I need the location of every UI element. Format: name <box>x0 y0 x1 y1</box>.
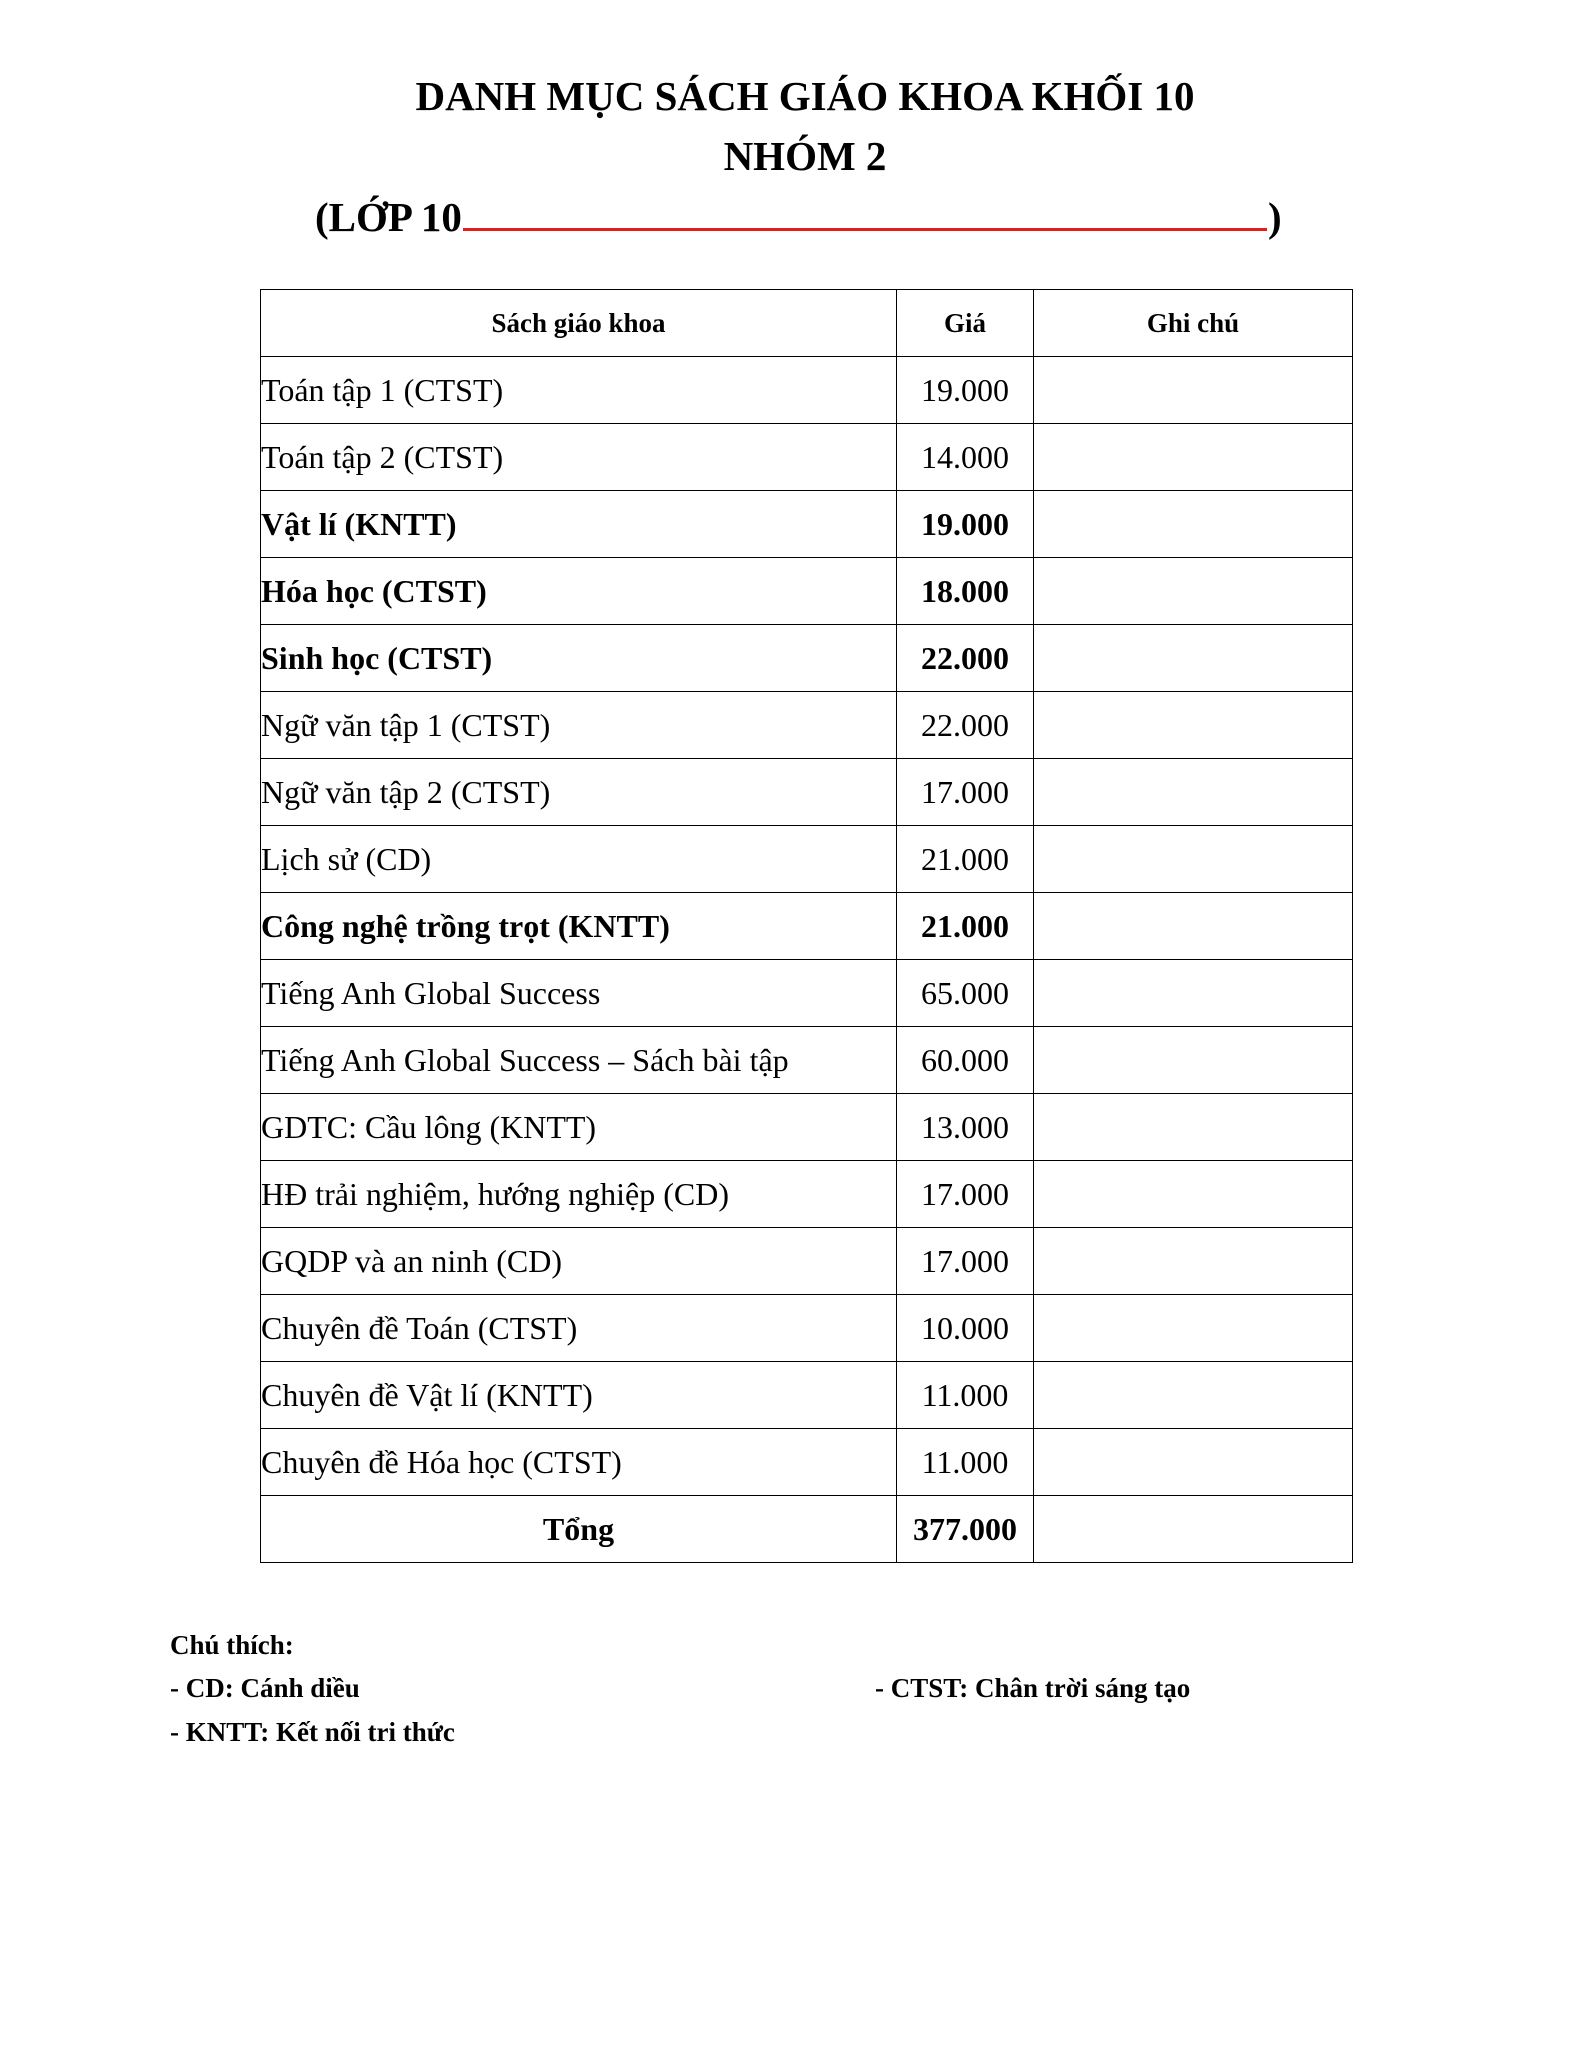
total-label: Tổng <box>261 1496 897 1563</box>
price-cell: 21.000 <box>897 893 1034 960</box>
price-cell: 11.000 <box>897 1362 1034 1429</box>
table-body <box>261 357 1353 1563</box>
book-cell: Vật lí (KNTT) <box>261 491 897 558</box>
book-cell: Tiếng Anh Global Success <box>261 960 897 1027</box>
note-cell <box>1034 692 1353 759</box>
table-row <box>261 1094 1353 1161</box>
document-subtitle: NHÓM 2 <box>723 133 887 179</box>
total-row <box>261 1496 1353 1563</box>
note-cell <box>1034 960 1353 1027</box>
class-prefix: (LỚP 10 <box>315 194 462 240</box>
table-row <box>261 1228 1353 1295</box>
book-cell: Toán tập 2 (CTST) <box>261 424 897 491</box>
note-cell <box>1034 1362 1353 1429</box>
note-cell <box>1034 1295 1353 1362</box>
price-cell: 17.000 <box>897 1161 1034 1228</box>
price-cell: 22.000 <box>897 692 1034 759</box>
header-book: Sách giáo khoa <box>261 290 897 357</box>
table-row <box>261 1429 1353 1496</box>
notes-title: Chú thích: <box>170 1630 294 1660</box>
book-cell: Tiếng Anh Global Success – Sách bài tập <box>261 1027 897 1094</box>
header-note: Ghi chú <box>1034 290 1353 357</box>
table-header-row <box>261 290 1353 357</box>
book-cell: Hóa học (CTST) <box>261 558 897 625</box>
note-cell <box>1034 1094 1353 1161</box>
note-cell <box>1034 491 1353 558</box>
book-cell: Chuyên đề Vật lí (KNTT) <box>261 1362 897 1429</box>
note-ctst: - CTST: Chân trời sáng tạo <box>875 1673 1191 1703</box>
price-cell: 13.000 <box>897 1094 1034 1161</box>
book-cell: Chuyên đề Hóa học (CTST) <box>261 1429 897 1496</box>
note-cd: - CD: Cánh diều <box>170 1673 360 1703</box>
price-cell: 10.000 <box>897 1295 1034 1362</box>
class-suffix: ) <box>1267 194 1282 240</box>
table-row <box>261 1161 1353 1228</box>
header-price: Giá <box>897 290 1034 357</box>
table-row <box>261 625 1353 692</box>
price-cell: 11.000 <box>897 1429 1034 1496</box>
note-cell <box>1034 893 1353 960</box>
price-cell: 21.000 <box>897 826 1034 893</box>
book-cell: GDTC: Cầu lông (KNTT) <box>261 1094 897 1161</box>
table-row <box>261 960 1353 1027</box>
table-row <box>261 759 1353 826</box>
note-cell <box>1034 1228 1353 1295</box>
price-cell: 17.000 <box>897 759 1034 826</box>
table-row <box>261 1295 1353 1362</box>
book-cell: GQDP và an ninh (CD) <box>261 1228 897 1295</box>
price-cell: 22.000 <box>897 625 1034 692</box>
table-row <box>261 558 1353 625</box>
table-row <box>261 491 1353 558</box>
price-cell: 19.000 <box>897 491 1034 558</box>
table-row <box>261 424 1353 491</box>
note-kntt: - KNTT: Kết nối tri thức <box>170 1717 455 1747</box>
table-row <box>261 893 1353 960</box>
table-row <box>261 1362 1353 1429</box>
table-row <box>261 692 1353 759</box>
class-blank-line <box>463 196 1267 231</box>
note-cell <box>1034 826 1353 893</box>
note-cell <box>1034 357 1353 424</box>
table-row <box>261 357 1353 424</box>
document-title: DANH MỤC SÁCH GIÁO KHOA KHỐI 10 <box>415 73 1195 119</box>
note-cell <box>1034 1161 1353 1228</box>
book-cell: HĐ trải nghiệm, hướng nghiệp (CD) <box>261 1161 897 1228</box>
note-cell <box>1034 759 1353 826</box>
book-cell: Lịch sử (CD) <box>261 826 897 893</box>
price-cell: 60.000 <box>897 1027 1034 1094</box>
class-line <box>315 196 1282 238</box>
price-cell: 14.000 <box>897 424 1034 491</box>
book-cell: Chuyên đề Toán (CTST) <box>261 1295 897 1362</box>
book-cell: Ngữ văn tập 1 (CTST) <box>261 692 897 759</box>
textbook-table <box>260 289 1353 1563</box>
book-cell: Công nghệ trồng trọt (KNTT) <box>261 893 897 960</box>
book-cell: Sinh học (CTST) <box>261 625 897 692</box>
book-cell: Ngữ văn tập 2 (CTST) <box>261 759 897 826</box>
price-cell: 65.000 <box>897 960 1034 1027</box>
book-cell: Toán tập 1 (CTST) <box>261 357 897 424</box>
price-cell: 18.000 <box>897 558 1034 625</box>
total-note <box>1034 1496 1353 1563</box>
table-row <box>261 1027 1353 1094</box>
price-cell: 17.000 <box>897 1228 1034 1295</box>
price-cell: 19.000 <box>897 357 1034 424</box>
note-cell <box>1034 558 1353 625</box>
note-cell <box>1034 1027 1353 1094</box>
total-price: 377.000 <box>897 1496 1034 1563</box>
note-cell <box>1034 625 1353 692</box>
table-row <box>261 826 1353 893</box>
note-cell <box>1034 424 1353 491</box>
note-cell <box>1034 1429 1353 1496</box>
